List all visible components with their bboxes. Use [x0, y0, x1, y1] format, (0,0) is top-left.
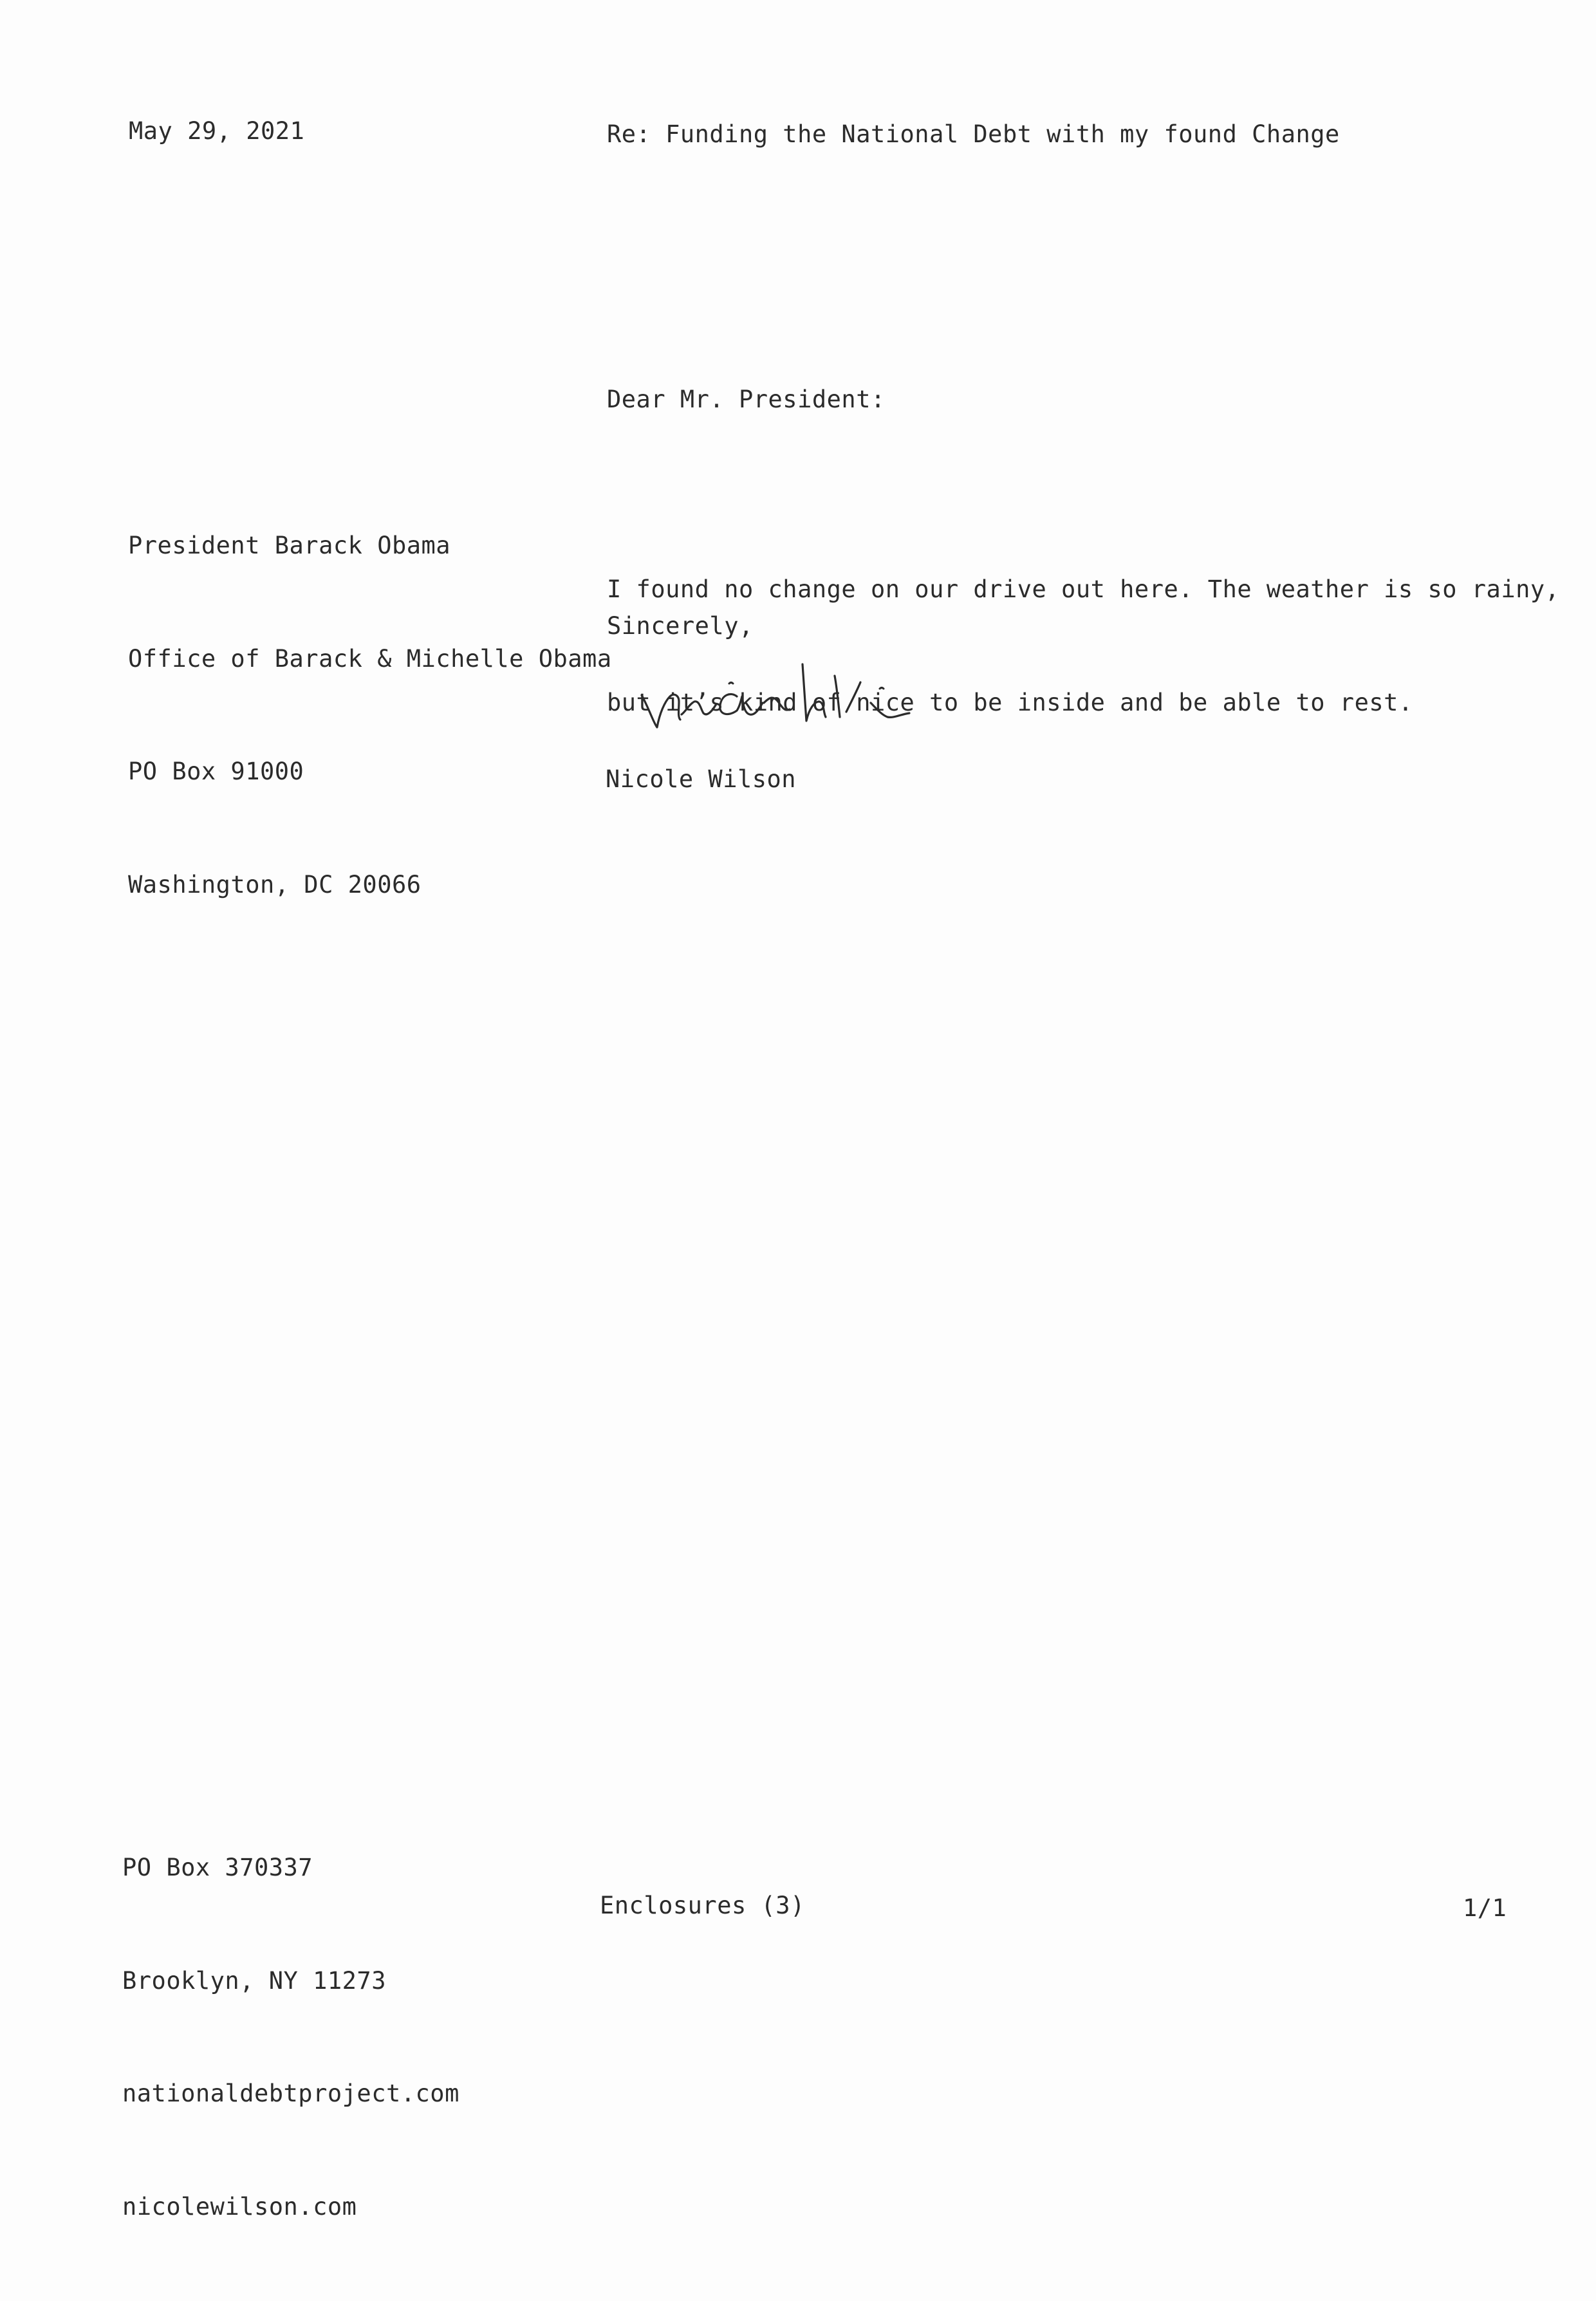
footer-line: nicolewilson.com: [122, 2192, 357, 2221]
page-number: 1/1: [1463, 1894, 1507, 1922]
recipient-line: Office of Barack & Michelle Obama: [128, 644, 612, 673]
sender-footer-address: [122, 1774, 459, 2301]
letter-date: May 29, 2021: [129, 117, 305, 145]
recipient-line: PO Box 91000: [128, 758, 304, 785]
recipient-address: [128, 452, 612, 979]
recipient-line: President Barack Obama: [128, 532, 451, 559]
closing: Sincerely,: [607, 612, 754, 640]
footer-line: nationaldebtproject.com: [122, 2080, 459, 2107]
enclosures-note: Enclosures (3): [600, 1892, 805, 1919]
body-line: but it’s kind of nice to be inside and be able to rest.: [607, 688, 1413, 716]
body-line: I found no change on our drive out here. The weather is so rainy,: [607, 575, 1560, 603]
handwritten-signature: [627, 650, 962, 753]
letter-subject: Re: Funding the National Debt with my found Change: [607, 120, 1340, 148]
signer-name: Nicole Wilson: [606, 765, 797, 793]
footer-line: Brooklyn, NY 11273: [122, 1966, 386, 1995]
salutation: Dear Mr. President:: [607, 386, 886, 413]
footer-line: PO Box 370337: [122, 1854, 313, 1881]
signature-image: [627, 650, 962, 753]
recipient-line: Washington, DC 20066: [128, 870, 422, 899]
